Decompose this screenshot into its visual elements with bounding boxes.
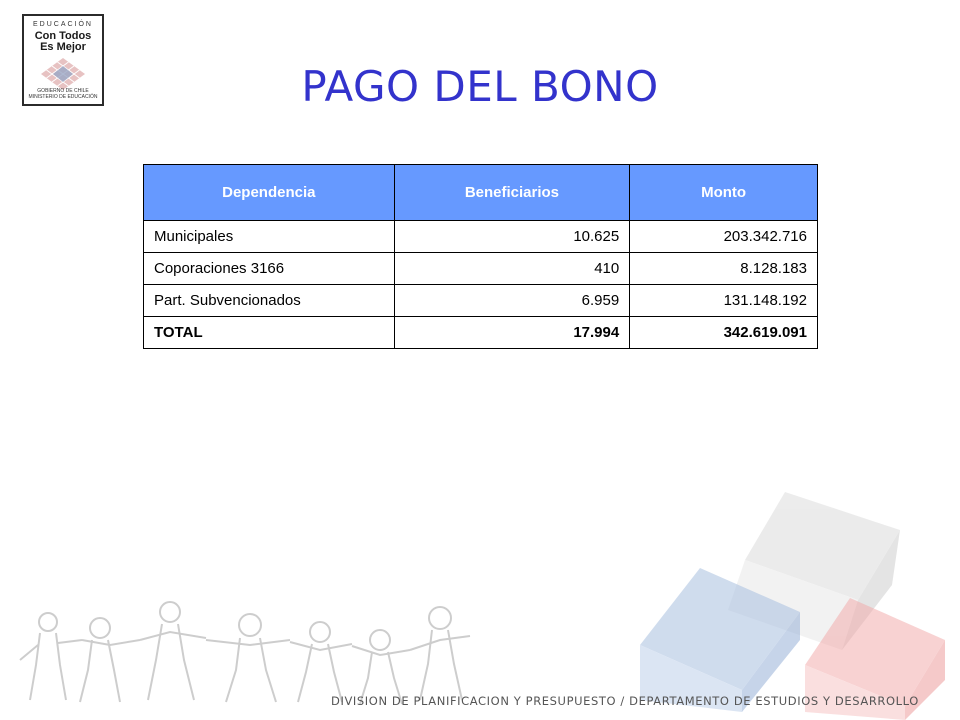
- cell-dependencia: Part. Subvencionados: [144, 285, 395, 317]
- children-silhouettes-graphic: [20, 602, 470, 704]
- header-beneficiarios: Beneficiarios: [394, 165, 630, 221]
- cell-total-beneficiarios: 17.994: [394, 317, 630, 349]
- table-row: [144, 253, 818, 285]
- cell-beneficiarios: 6.959: [394, 285, 630, 317]
- logo-bottom-line2: MINISTERIO DE EDUCACIÓN: [28, 94, 98, 100]
- cell-total-label: TOTAL: [144, 317, 395, 349]
- logo-line2: Es Mejor: [40, 41, 86, 53]
- cell-monto: 131.148.192: [630, 285, 818, 317]
- footer-text: DIVISION DE PLANIFICACION Y PRESUPUESTO / DEPARTAMENTO DE ESTUDIOS Y DESARROLLO: [331, 694, 919, 708]
- table-row: [144, 285, 818, 317]
- header-monto: Monto: [630, 165, 818, 221]
- cell-beneficiarios: 10.625: [394, 221, 630, 253]
- cell-dependencia: Municipales: [144, 221, 395, 253]
- table-total-row: [144, 317, 818, 349]
- page-title: PAGO DEL BONO: [301, 62, 659, 111]
- cell-total-monto: 342.619.091: [630, 317, 818, 349]
- logo-bottom-line1: GOBIERNO DE CHILE: [37, 88, 89, 94]
- cell-monto: 203.342.716: [630, 221, 818, 253]
- table-row: [144, 221, 818, 253]
- payment-table: [143, 164, 818, 349]
- table-header-row: [144, 165, 818, 221]
- cell-dependencia: Coporaciones 3166: [144, 253, 395, 285]
- cell-beneficiarios: 410: [394, 253, 630, 285]
- cell-monto: 8.128.183: [630, 253, 818, 285]
- logo-line1: Con Todos: [34, 30, 92, 42]
- logo-top-text: EDUCACIÓN: [32, 21, 93, 28]
- header-dependencia: Dependencia: [144, 165, 395, 221]
